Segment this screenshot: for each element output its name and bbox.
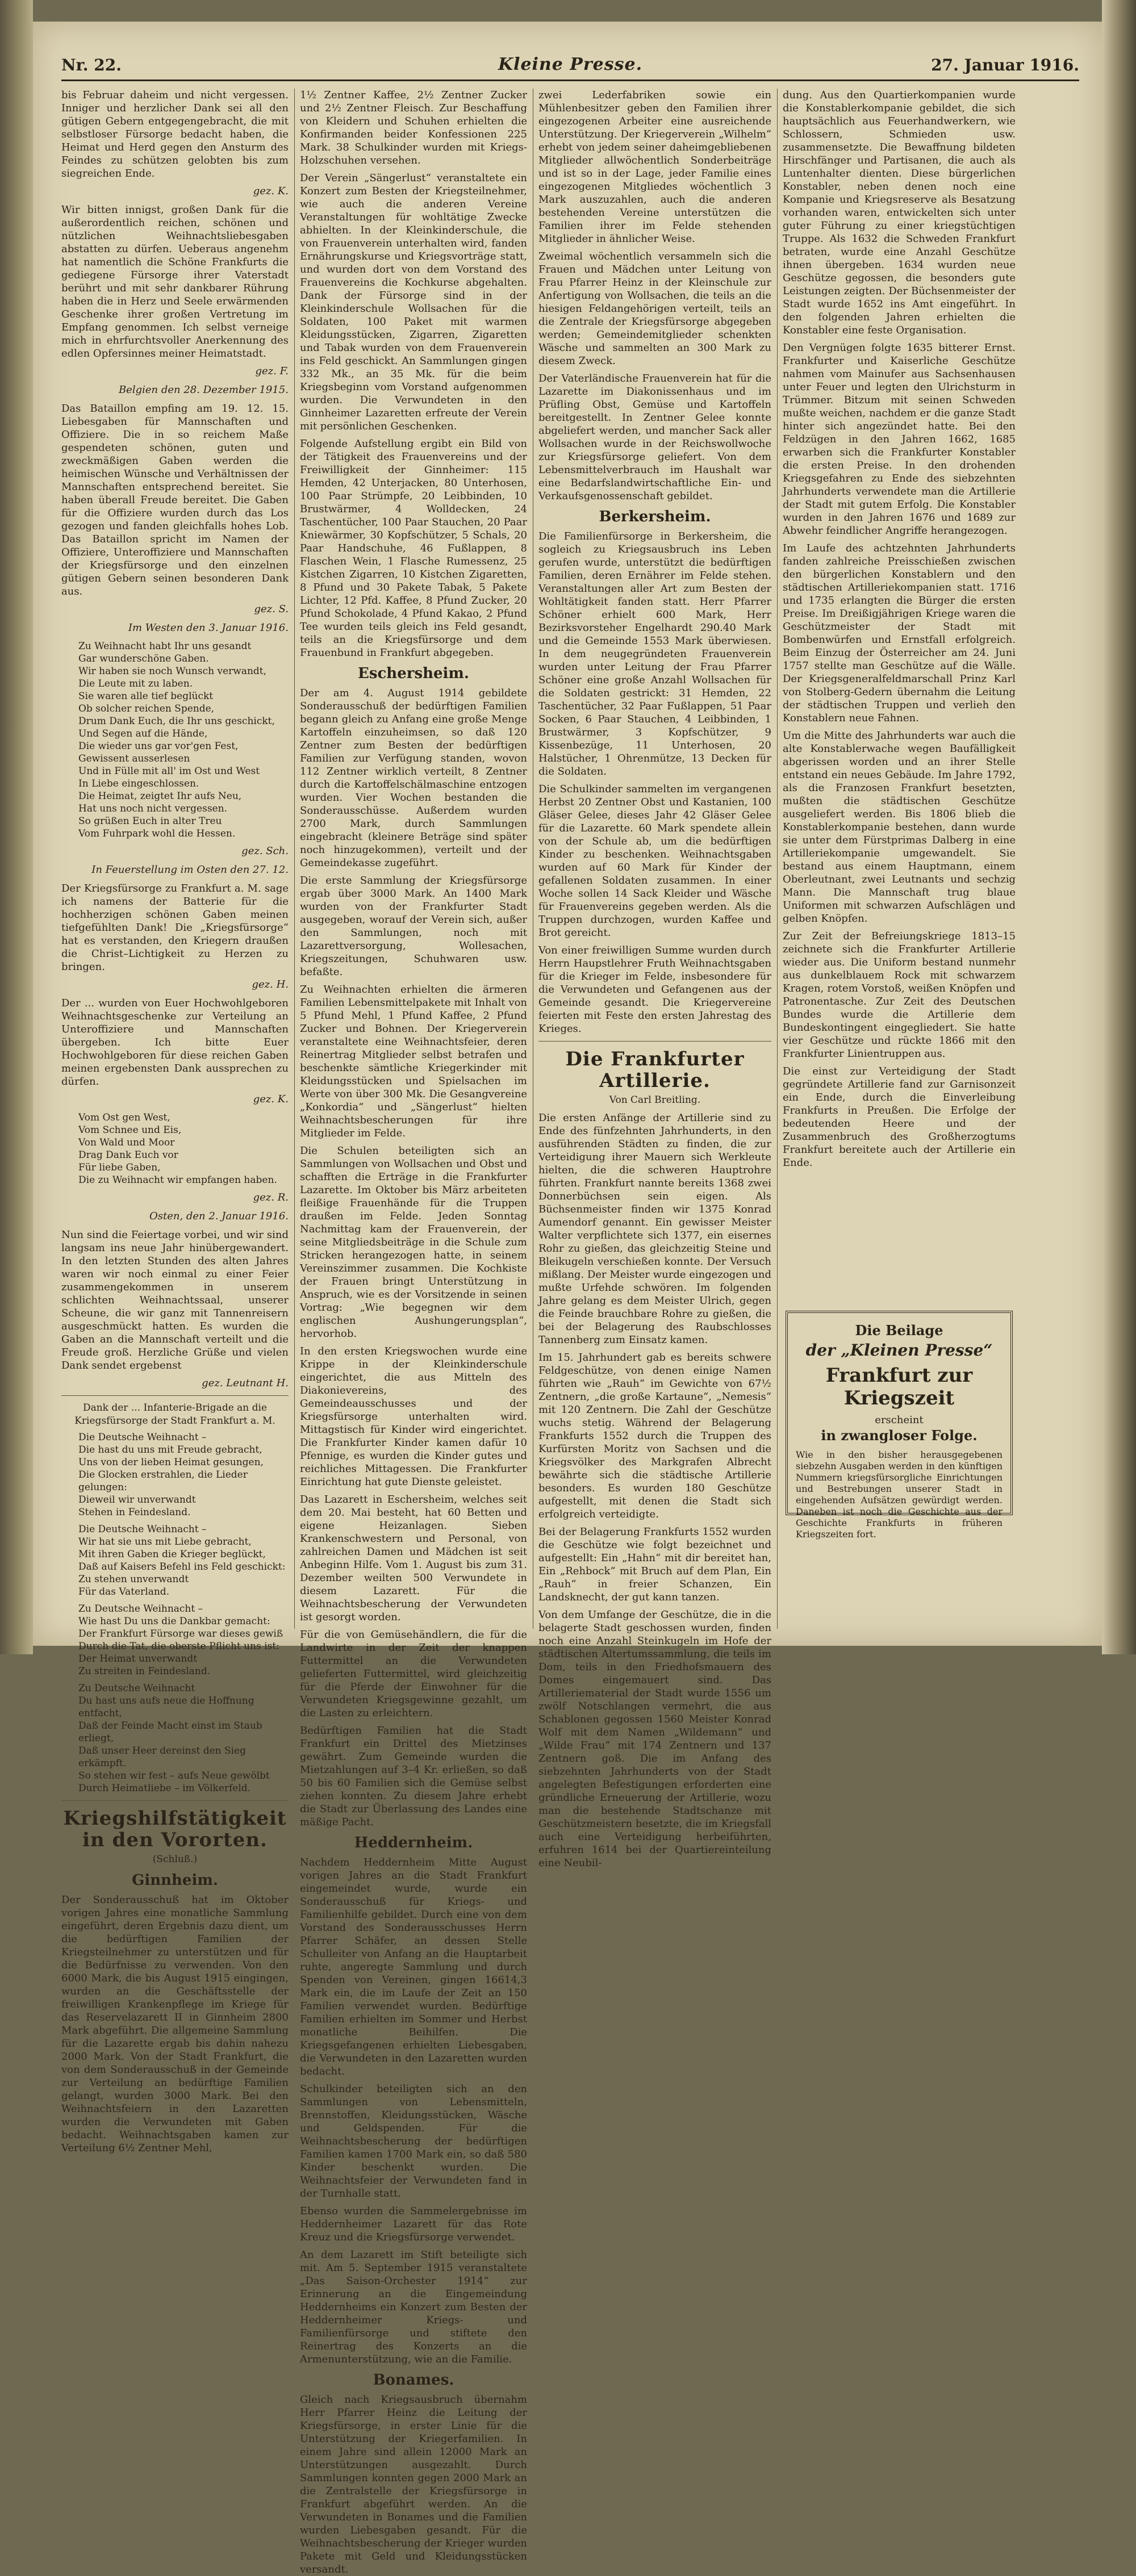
poem: Die Deutsche Weihnacht – Wir hat sie uns mit Liebe gebracht, Mit ihren Gaben die Krieger beglückt, Daß auf Kaisers Befehl ins Feld geschickt: Zu stehen unverwandt Für das Vaterland.	[78, 1524, 286, 1598]
paragraph: Ebenso wurden die Sammelergebnisse im Heddernheimer Lazarett für das Rote Kreuz und die Kriegsfürsorge verwendet.	[300, 2205, 527, 2243]
newspaper-page	[33, 22, 1102, 2575]
signature: gez. R.	[253, 1191, 289, 1203]
poem: Zu Deutsche Weihnacht Du hast uns aufs neue die Hoffnung entfacht, Daß der Feinde Macht einst im Staub erliegt, Daß unser Heer dereinst den Sieg erkämpft. So stehen wir fest – aufs Neue gewölbt Durch Heimatliebe – im Völkerfeld.	[78, 1683, 270, 1794]
column-3	[538, 89, 771, 1869]
paragraph: Nun sind die Feiertage vorbei, und wir sind langsam ins neue Jahr hinübergewandert. In den letzten Stunden des alten Jahres waren wir noch einmal zu einer Feier zusammengekommen in unserem schlichten Weihnachtssaal, unserer Scheune, die wir ganz mit Tannenreisern ausgeschmückt hatten. Es wurden die Gaben an die Mannschaft verteilt und die Freude groß. Herzliche Grüße und vielen Dank sendet ergebenst	[61, 1229, 289, 1371]
notice-line: der „Kleinen Presse“	[805, 1341, 993, 1360]
paragraph: Nachdem Heddernheim Mitte August vorigen Jahres an die Stadt Frankfurt eingemeindet wurde, wurde ein Sonderausschuß für Kriegs- und Familienhilfe gebildet. Durch eine von dem Vorstand des Sonderausschusses Herrn Pfarrer Schäfer, an dessen Stelle Schulleiter von Anfang an die Hauptarbeit ruhte, angeregte Sammlung und durch Spenden von Vereinen, gingen 16614,3 Mark ein, die im Laufe der Zeit an 150 Familien verwendet wurden. Bedürftige Familien erhielten im Sommer und Herbst monatliche Beihilfen. Die Kriegsgefangenen erhielten Liebesgaben, die Verwundeten in den Lazaretten wurden bedacht.	[300, 1856, 527, 2077]
verse: Bei der Belagerung Frankfurts 1552 wurden die Geschütze wie folgt bezeichnet und aufgestellt: Ein „Hahn“ mit dir bereitet han, Ein „Rehbock“ mit Bruch auf dem Plan, Ein „Rauh“ in freier Schanzen, Ein Landsknecht, der gut kann tanzen.	[538, 1526, 771, 1603]
paragraph: Der Kriegsfürsorge zu Frankfurt a. M. sage ich namens der Batterie für die hochherzigen schönen Gaben meinen tiefgefühlten Dank! Die „Kriegsfürsorge“ hat es verstanden, den Kriegern draußen die Christ–Lichtigkeit zu Herzen zu bringen.	[61, 883, 289, 973]
notice-line: in zwangloser Folge.	[821, 1427, 978, 1444]
paragraph: Zu Weihnachten erhielten die ärmeren Familien Lebensmittelpakete mit Inhalt von 5 Pfund Mehl, 1 Pfund Kaffee, 2 Pfund Zucker und Bohnen. Der Kriegerverein veranstaltete eine Weihnachtsfeier, deren Reinertrag Mitglieder selbst betrafen und beschenkte sämtliche Kriegerkinder mit Kleidungsstücken und Spielsachen im Werte von über 300 Mk. Die Gesangvereine „Konkordia“ und „Sängerlust“ hielten Weihnachtsbescherungen für ihre Mitglieder im Felde.	[300, 984, 527, 1139]
poem: Die Deutsche Weihnacht – Die hast du uns mit Freude gebracht, Uns von der lieben Heimat gesungen, Die Glocken erstrahlen, die Lieder gelungen: Dieweil wir unverwandt Stehen in Feindesland.	[78, 1432, 264, 1518]
paragraph: Der Sonderausschuß hat im Oktober vorigen Jahres eine monatliche Sammlung eingeführt, deren Ergebnis dazu dient, um die bedürftigen Familien der Kriegsteilnehmer zu unterstützen und für die Bedürfnisse zu verwenden. Von den 6000 Mark, die bis August 1915 eingingen, wurden an die Geschäftsstelle der freiwilligen Krankenpflege im Kriege für das Reservelazarett II in Ginnheim 2800 Mark abgeführt. Die allgemeine Sammlung für die Lazarette ergab bis dahin nahezu 2000 Mark. Von der Stadt Frankfurt, die von dem Sonderausschuß in der Gemeinde zur Verteilung an bedürftige Familien gelangt, wurden 3000 Mark. Bei den Weihnachtsfeiern in den Lazaretten wurden die Verwundeten mit Gaben bedacht. Weihnachtsgaben kamen zur Verteilung 6½ Zentner Mehl,	[61, 1894, 289, 2154]
notice-line: Die Beilage	[855, 1322, 943, 1339]
paragraph: Von einer freiwilligen Summe wurden durch Herrn Haupstlehrer Fruth Weihnachtsgaben für die Krieger im Felde, insbesondere für die Verwundeten und Gefangenen aus der Gemeinde gesandt. Die Kriegervereine feierten mit Feste den ersten Jahrestag des Krieges.	[538, 944, 771, 1035]
supplement-notice-box	[786, 1311, 1013, 1540]
article-headline-artillery: Die Frankfurter Artillerie.	[565, 1048, 745, 1092]
paragraph: Der am 4. August 1914 gebildete Sonderausschuß der bedürftigen Familien begann gleich zu Anfang eine große Menge Kartoffeln einzuheimsen, so daß 120 Zentner zum Besten der bedürftigen Familien zur Verfügung standen, wovon 112 Zentner wirklich verteilt, 8 Zentner durch die Kartoffelschälmaschine entzogen wurden. Vier Wochen bestanden die Sonderausschüsse. Außerdem wurden 2700 Mark, durch Sammlungen eingebracht (kleinere Beträge sind später noch hinzugekommen), verteilt und der Gemeindekasse zugeführt.	[300, 687, 527, 869]
column-rule	[294, 89, 295, 1629]
section-heading-ginnheim: Ginnheim.	[132, 1872, 218, 1889]
paragraph: Das Bataillon empfing am 19. 12. 15. Liebesgaben für Mannschaften und Offiziere. Die in so reichem Maße gespendeten schönen, guten und zweckmäßigen Gaben werden die heimischen Wünsche und Verhältnissen der Mannschaften entsprechend bereitet. Sie haben überall Freude bereitet. Die Gaben für die Offiziere wurden durch das Los gezogen und fanden gleichfalls hohes Lob. Das Bataillon spricht im Namen der Offiziere, Unteroffiziere und Mannschaften der Kriegsfürsorge und den einzelnen gütigen Gebern seinen besonderen Dank aus.	[61, 403, 289, 597]
paragraph: Die einst zur Verteidigung der Stadt gegründete Artillerie fand zur Garnisonzeit ein Ende, durch die Einverleibung Frankfurts in Preußen. Die Erfolge der bedeutenden Heere und der Zusammenbruch des Großherzogtums Frankfurt bereitete auch der Artillerie ein Ende.	[783, 1065, 1016, 1169]
divider	[61, 1800, 289, 1801]
paragraph: Das Lazarett in Eschersheim, welches seit dem 20. Mai besteht, hat 60 Betten und eigene Heizanlagen. Sieben Krankenschwestern und Personal, von zahlreichen Damen und Mädchen ist seit Anbeginn Hilfe. Vom 1. August bis zum 31. Dezember weilten 500 Verwundete in diesem Lazarett. Für die Weihnachtsbescherung der Verwundeten ist gesorgt worden.	[300, 1494, 527, 1623]
divider	[538, 1041, 771, 1042]
signature: gez. F.	[255, 365, 289, 377]
paragraph: An dem Lazarett im Stift beteiligte sich mit. Am 5. September 1915 veranstaltete „Das Saison-Orchester 1914“ zur Erinnerung an die Eingemeindung Heddernheims ein Konzert zum Besten der Heddernheimer Kriegs- und Familienfürsorge und stiftete den Reinertrag des Konzerts an die Armenunterstützung, wie an die Familie.	[300, 2249, 527, 2365]
column-rule	[777, 89, 778, 1629]
dateline: Osten, den 2. Januar 1916.	[149, 1210, 289, 1222]
masthead	[61, 51, 1079, 81]
article-headline: Kriegshilfstätigkeit in den Vororten.	[63, 1807, 287, 1851]
paragraph: Folgende Aufstellung ergibt ein Bild von der Tätigkeit des Frauenvereins und der Freiwilligkeit der Ginnheimer: 115 Hemden, 42 Unterjacken, 80 Unterhosen, 100 Paar Strümpfe, 20 Leibbinden, 10 Brustwärmer, 4 Wolldecken, 24 Taschentücher, 100 Paar Stauchen, 20 Paar Kniewärmer, 30 Kopfschützer, 5 Schals, 20 Paar Handschuhe, 46 Fußlappen, 8 Flaschen Wein, 1 Flasche Rumessenz, 25 Kistchen Zigarren, 10 Kistchen Zigaretten, 8 Pfund und 30 Pakete Tabak, 5 Pakete Lichter, 12 Pfd. Kaffee, 8 Pfund Zucker, 20 Pfund Schokolade, 4 Pfund Kakao, 2 Pfund Tee wurden teils gleich ins Feld gesandt, teils an die Kriegsfürsorge und dem Frauenbund in Frankfurt abgegeben.	[300, 438, 527, 659]
paragraph: Die erste Sammlung der Kriegsfürsorge ergab über 3000 Mark. An 1400 Mark wurden von der Frankfurter Stadt ausgegeben, worauf der Verein sich, außer den Sammlungen, noch mit Lazarettversorgung, Wollesachen, Kriegszeitungen, Schuhwaren usw. befaßte.	[300, 875, 527, 978]
issue-date: 27. Januar 1916.	[931, 56, 1079, 74]
paragraph: Die Schulkinder sammelten im vergangenen Herbst 20 Zentner Obst und Kastanien, 100 Gläser Gelee, dieses Jahr 42 Gläser Gelee für die Lazarette. 60 Mark spendete allein von der Schule ab, um die bedürftigen Kinder zu beschenken. Weihnachtsgaben wurden auf 60 Mark für Kinder der gefallenen Soldaten zusammen. In einer Woche sollen 14 Sack Kleider und Wäsche für Frauenvereins gegeben werden. Als die Truppen durchzogen, wurden Kaffee und Brot gereicht.	[538, 783, 771, 939]
poem: Zu Deutsche Weihnacht – Wie hast Du uns die Dankbar gemacht: Der Frankfurt Fürsorge war dieses gewiß Durch die Tat, die oberste Pflicht uns ist: Der Heimat unverwandt Zu streiten in Feindesland.	[78, 1603, 283, 1677]
paragraph: In den ersten Kriegswochen wurde eine Krippe in der Kleinkinderschule eingerichtet, die aus Mitteln des Diakonievereins, des Gemeindeausschusses und der Kriegsfürsorge unterhalten wird. Mittagstisch für Kinder wird eingerichtet. Die Frankfurter Kinder kamen dafür 10 Pfennige, es wurden die Kinder gutes und reichliches Mittagessen. Die Frankfurter Einrichtung hat gute Dienste geleistet.	[300, 1345, 527, 1488]
newspaper-title: Kleine Presse.	[498, 55, 643, 74]
paragraph: zwei Lederfabriken sowie ein Mühlenbesitzer geben den Familien ihrer eingezogenen Arbeiter eine ausreichende Unterstützung. Der Kriegerverein „Wilhelm“ erhebt von jedem seiner daheimgebliebenen Mitglieder allwöchentlich Sonderbeiträge und ist so in der Lage, jeder Familie eines eingezogenen Mitgliedes wöchentlich 3 Mark auszuzahlen, auch die anderen bestehenden Vereine unterstützen die Familien ihrer im Felde stehenden Mitglieder in ähnlicher Weise.	[538, 89, 771, 245]
notice-title: Frankfurt zur Kriegszeit	[825, 1364, 973, 1410]
paragraph: Bedürftigen Familien hat die Stadt Frankfurt ein Drittel des Mietzinses gewährt. Zum Gemeinde wurden die Mietzahlungen auf 3–4 Kr. erließen, so daß 50 bis 60 Familien sich die Gemüse selbst ziehen konnten. Zu diesem Jahre erhebt die Stadt zur Überlassung des Landes eine mäßige Pacht.	[300, 1725, 527, 1828]
column-4	[783, 89, 1016, 1504]
column-1	[61, 89, 289, 2154]
paragraph: Den Vergnügen folgte 1635 bitterer Ernst. Frankfurter und Kaiserliche Geschütze nahmen vom Mainufer aus Sachsenhausen unter Feuer und legten den Ulrichsturm in Trümmer. Bitzum mit seinen Schweden mußte weichen, nachdem er die ganze Stadt hinter sich angezündet hatte. Bei den Feldzügen in den Jahren 1662, 1685 erwarben sich die Frankfurter Konstabler die ersten Preise. In den drohenden Kriegsgefahren zu Ende des siebzehnten Jahrhunderts verwendete man die Artillerie der Stadt mit gutem Erfolg. Die Konstabler wurden in den Jahren 1676 und 1689 zur Abwehr feindlicher Angriffe herangezogen.	[783, 342, 1016, 537]
paragraph: dung. Aus den Quartierkompanien wurde die Konstablerkompanie gebildet, die sich hauptsächlich aus Feuerhandwerkern, wie Schlossern, Schmieden usw. zusammensetzte. Die Bewaffnung bildeten Hirschfänger und Partisanen, die auch als Luntenhalter dienten. Diese bürgerlichen Konstabler, neben denen noch eine Kompanie und Kriegsreserve als Besatzung vorhanden waren, entwickelten sich unter guter Führung zu einer kriegstüchtigen Truppe. Als 1632 die Schweden Frankfurt betraten, wurde eine Anzahl Geschütze ihnen übergeben. 1634 wurden neue Geschütze gegossen, die besonders gute Leistungen zeigten. Der Büchsenmeister der Stadt wurde 1652 ins Amt eingeführt. In den folgenden Jahren erhielten die Konstabler eine feste Organisation.	[783, 89, 1016, 336]
paragraph: Im 15. Jahrhundert gab es bereits schwere Feldgeschütze, von denen einige Namen führten wie „Rauh“ im Gewichte von 67½ Zentnern, „die große Kartaune“, „Nemesis“ mit 120 Zentnern. Die Zahl der Geschütze wuchs stetig. Während der Belagerung Frankfurts 1552 durch die Truppen des Kurfürsten Moritz von Sachsen und die Kriegsvölker des Markgrafen Albrecht bewährte sich die städtische Artillerie besonders. Es wurden 180 Geschütze aufgestellt, mit denen die Stadt sich erfolgreich verteidigte.	[538, 1352, 771, 1520]
paragraph: Gleich nach Kriegsausbruch übernahm Herr Pfarrer Heinz die Leitung der Kriegsfürsorge, in erster Linie für die Unterstützung der Kriegerfamilien. In einem Jahre sind allein 12000 Mark an Unterstützungen ausgezahlt. Durch Sammlungen konnten gegen 2000 Mark an die Zentralstelle der Kriegsfürsorge in Frankfurt abgeführt werden. An die Verwundeten in Bonames und die Familien wurden Liebesgaben gesandt. Für die Weihnachtsbescherung der Krieger wurden Pakete mit Geld und Kleidungsstücken versandt.	[300, 2394, 527, 2575]
paragraph: Die Schulen beteiligten sich an Sammlungen von Wollsachen und Obst und schafften die Erträge in die Frankfurter Lazarette. Im Oktober bis März arbeiteten fleißige Frauenhände für die Truppen draußen im Felde. Jeden Sonntag Nachmittag kam der Frauenverein, der seine Mitgliedsbeiträge in die Schule zum Stricken herangezogen hatte, in seinem Vereinszimmer zusammen. Die Kochkiste der Frauen bringt Unterstützung in Anspruch, wie es der Vorsitzende in seinen Vortrag: „Wie begegnen wir dem englischen Aushungerungsplan“, hervorhob.	[300, 1145, 527, 1340]
section-subheading: Dank der ... Infanterie-Brigade an die Kriegsfürsorge der Stadt Frankfurt a. M.	[74, 1402, 275, 1427]
signature: gez. K.	[253, 185, 289, 197]
paragraph: Der Vaterländische Frauenverein hat für die Lazarette im Diakonissenhaus und im Prüfling Obst, Gemüse und Kartoffeln bereitgestellt. In Zentner Gelee konnte abgeliefert werden, und mancher Sack aller Wollsachen wurde in der Reichswollwoche zur Kriegsfürsorge geliefert. Von dem Lebensmittelverbrauch im Haushalt war eine Bedarfslandwirtschaftliche Ein- und Verkaufsgenossenschaft gebildet.	[538, 373, 771, 502]
paragraph: Die ersten Anfänge der Artillerie sind zu Ende des fünfzehnten Jahrhunderts, in den ausführenden Städten zu finden, die zur Verteidigung ihrer Mauern sich Werkleute hielten, die die schweren Hauptrohre führten. Frankfurt nannte bereits 1368 zwei Donnerbüchsen sein eigen. Als Büchsenmeister finden wir 1375 Konrad Aumendorf genannt. Ein gewisser Meister Walter verpflichtete sich 1377, ein eisernes Rohr zu gießen, das gleichzeitig Steine und Bleikugeln verschießen konnte. Der Versuch mißlang. Der Meister wurde eingezogen und mußte Urfehde schwören. Im folgenden Jahre gelang es dem Meister Ulrich, gegen die Feinde brauchbare Rohre zu gießen, die bei der Belagerung des Raubschlosses Tannenberg zum Einsatz kamen.	[538, 1112, 771, 1346]
paragraph: Um die Mitte des Jahrhunderts war auch die alte Konstablerwache wegen Baufälligkeit abgerissen worden und an ihrer Stelle entstand ein neues Gebäude. Im Jahre 1792, als die Franzosen Frankfurt besetzten, mußten die städtischen Geschütze ausgeliefert werden. Bis 1806 blieb die Konstablerkompanie bestehen, dann wurde sie unter dem Fürstprimas Dalberg in eine Artilleriekompanie umgewandelt. Sie bestand aus einem Hauptmann, einem Oberleutnant, zwei Leutnants und sechzig Mann. Die Mannschaft trug blaue Uniformen mit schwarzen Aufschlägen und gelben Knöpfen.	[783, 730, 1016, 925]
paragraph: bis Februar daheim und nicht vergessen. Inniger und herzlicher Dank sei all den gütigen Gebern entgegengebracht, die mit selbstloser Fürsorge bedacht haben, die Heimat und Herd gegen den Ansturm des Feindes zu schützen gelobten bis zum siegreichen Ende.	[61, 89, 289, 179]
signature: gez. K.	[253, 1093, 289, 1105]
paragraph: Von dem Umfange der Geschütze, die in die belagerte Stadt geschossen wurden, finden noch eine Anzahl Steinkugeln im Hofe der städtischen Altertumssammlung, die teils im Dom, teils in den Friedhofsmauern des Domes eingemauert sind. Das Artilleriematerial der Stadt wurde 1556 um zwölf Notschlangen vermehrt, die aus Schablonen gegossen 1560 Meister Konrad Wolf mit dem Namen „Wildemann“ und „Wilde Frau“ mit 174 Zentnern und 137 Zentnern goß. Die im Anfang des siebzehnten Jahrhunderts von der Stadt angelegten Befestigungen erforderten eine gründliche Erneuerung der Artillerie, wozu man die bestehende Stadtschanze mit Geschützmeistern besetzte, die im Kriegsfall auch eine Verteidigung herbeiführten, erfuhren 1614 bei der Quartiereinteilung eine Neubil-	[538, 1609, 771, 1869]
poem: Zu Weihnacht habt Ihr uns gesandt Gar wunderschöne Gaben. Wir haben sie noch Wunsch verwandt, Die Leute mit zu laben. Sie waren alle tief beglückt Ob solcher reichen Spende, Drum Dank Euch, die Ihr uns geschickt, Und Segen auf die Hände, Die wieder uns gar vor'gen Fest, Gewissent ausserlesen Und in Fülle mit all' im Ost und West In Liebe eingeschlossen. Die Heimat, zeigtet Ihr aufs Neu, Hat uns noch nicht vergessen. So grüßen Euch in alter Treu Vom Fuhrpark wohl die Hessen.	[78, 641, 275, 839]
paragraph: Im Laufe des achtzehnten Jahrhunderts fanden zahlreiche Preisschießen zwischen den bürgerlichen Konstablern und den städtischen Artilleriekompanien statt. 1716 und 1735 erlangten die Bürger die ersten Preise. Im Dreißigjährigen Kriege waren die Geschützmeister der Stadt mit Bombenwürfen und Ernstfall erfolgreich. Beim Einzug der Österreicher am 24. Juni 1757 stellte man Geschütze auf die Wälle. Der Kriegsgeneralfeldmarschall Prinz Karl von Stolberg-Gedern übernahm die Leitung der städtischen Truppen und verlieh den Konstablern neue Fahnen.	[783, 542, 1016, 724]
paragraph: Der Verein „Sängerlust“ veranstaltete ein Konzert zum Besten der Kriegsteilnehmer, wie auch die anderen Vereine Veranstaltungen für wohltätige Zwecke abhielten. In der Kleinkinderschule, die von Frauenverein unterhalten wird, fanden Ernährungskurse und Kriegsvorträge statt, und wurden dort von dem Vorstand des Frauenvereins die Kochkurse abgehalten. Dank der Fürsorge sind in der Kleinkinderschule Wollsachen für die Soldaten, 100 Paket mit warmen Kleidungsstücken, Zigarren, Zigaretten und Tabak wurden von dem Frauenverein ins Feld geschickt. An Sammlungen gingen 332 Mk., an 35 Mk. für die beim Kriegsbeginn vom Vorstand aufgenommen wurden. Die Verwundeten in den Ginnheimer Lazaretten erfreute der Verein mit persönlichen Geschenken.	[300, 172, 527, 432]
section-heading-bonames: Bonames.	[373, 2372, 454, 2389]
next-page-edge	[1102, 0, 1136, 1654]
column-2	[300, 89, 527, 2575]
paragraph: Zweimal wöchentlich versammeln sich die Frauen und Mädchen unter Leitung von Frau Pfarrer Heinz in der Kleinschule zur Anfertigung von Wollsachen, die teils an die hiesigen Feldangehörigen verteilt, teils an die Zentrale der Kriegsfürsorge abgegeben werden; Gemeindemitglieder schenkten Wäsche und sammelten an 300 Mark zu diesem Zweck.	[538, 250, 771, 367]
paragraph: Wir bitten innigst, großen Dank für die außerordentlich reichen, schönen und nützlichen Weihnachtsliebesgaben abstatten zu dürfen. Ueberaus angenehm hat namentlich die Schöne Frankfurts die gediegene Fürsorge ihrer Vaterstadt berührt und mit sehr dankbarer Rührung haben die in Herz und Seele erwärmenden Geschenke ihrer großen Vertretung im Empfang genommen. Ich selbst verneige mich in ehrfurchtsvoller Anerkennung des edlen Opfersinnes meiner Heimatstadt.	[61, 204, 289, 359]
byline: Von Carl Breitling.	[609, 1094, 701, 1106]
dateline: Im Westen den 3. Januar 1916.	[128, 622, 289, 634]
book-spine	[0, 0, 33, 1654]
signature: gez. H.	[252, 978, 289, 990]
notice-text: Wie in den bisher herausgegebenen siebzehn Ausgaben werden in den künftigen Nummern kriegsfürsorgliche Einrichtungen und Bestrebungen unserer Stadt in eingehenden Aufsätzen gewürdigt werden. Daneben ist noch die Geschichte aus der Geschichte Frankfurts in früheren Kriegszeiten fort.	[796, 1449, 1003, 1540]
divider	[61, 1395, 289, 1396]
section-heading-eschersheim: Eschersheim.	[358, 665, 469, 682]
paragraph: Für die von Gemüsehändlern, die für die Landwirte in der Zeit der knappen Futtermittel an die Verwundeten gelieferten Futtermittel, wird gleichzeitig für die Pferde der Einwohner für die Verwundeten Kriegsgewinne gezahlt, um die Lasten zu erleichtern.	[300, 1629, 527, 1719]
paragraph: Die Familienfürsorge in Berkersheim, die sogleich zu Kriegsausbruch ins Leben gerufen wurde, unterstützt die bedürftigen Familien, deren Ernährer im Felde stehen. Veranstaltungen aller Art zum Besten der Wohltätigkeit fanden statt. Herr Pfarrer Schöner erhielt 600 Mark, Herr Bezirksvorsteher Engelhardt 290.40 Mark und die Gemeinde 1553 Mark überwiesen. In dem neugegründeten Frauenverein wurden unter Leitung der Frau Pfarrer Schöner eine große Anzahl Wollsachen für die Soldaten gestrickt: 31 Hemden, 22 Taschentücher, 32 Paar Fußlappen, 51 Paar Socken, 6 Paar Stauchen, 4 Leibbinden, 1 Brustwärmer, 3 Kopfschützer, 9 Kissenbezüge, 11 Unterhosen, 20 Halstücher, 1 Ohrenmütze, 13 Decken für die Soldaten.	[538, 530, 771, 777]
paragraph: Zur Zeit der Befreiungskriege 1813–15 zeichnete sich die Frankfurter Artillerie wieder aus. Die Uniform bestand nunmehr aus dunkelblauem Rock mit schwarzem Kragen, rotem Vorstoß, weißen Knöpfen und Patronentasche. Zur Zeit des Deutschen Bundes wurde die Artillerie dem Bundeskontingent eingegliedert. Sie hatte vier Geschütze und rückte 1866 mit den Frankfurter Linientruppen aus.	[783, 930, 1016, 1060]
section-heading-berkersheim: Berkersheim.	[599, 508, 711, 525]
article-subline: (Schluß.)	[152, 1854, 198, 1865]
issue-number: Nr. 22.	[61, 56, 122, 74]
notice-line: erscheint	[875, 1414, 924, 1426]
paragraph: Der ... wurden von Euer Hochwohlgeboren Weihnachtsgeschenke zur Verteilung an Unteroffiziere und Mannschaften übergeben. Ich bitte Euer Hochwohlgeboren für diese reichen Gaben meinen ergebensten Dank aussprechen zu dürfen.	[61, 997, 289, 1088]
signature: gez. Sch.	[241, 845, 289, 857]
section-heading-heddernheim: Heddernheim.	[354, 1834, 473, 1851]
poem: Vom Ost gen West, Vom Schnee und Eis, Von Wald und Moor Drag Dank Euch vor Für liebe Gaben, Die zu Weihnacht wir empfangen haben.	[78, 1112, 277, 1186]
dateline: In Feuerstellung im Osten den 27. 12.	[91, 864, 289, 876]
signature: gez. S.	[254, 603, 289, 615]
paragraph: Schulkinder beteiligten sich an den Sammlungen von Lebensmitteln, Brennstoffen, Kleidungsstücken, Wäsche und Geldspenden. Für die Weihnachtsbescherung der bedürftigen Familien kamen 1700 Mark ein, so daß 580 Kinder beschenkt wurden. Die Weihnachtsfeier der Verwundeten fand in der Turnhalle statt.	[300, 2083, 527, 2199]
signature: gez. Leutnant H.	[202, 1377, 289, 1389]
dateline: Belgien den 28. Dezember 1915.	[118, 384, 289, 396]
paragraph: 1½ Zentner Kaffee, 2½ Zentner Zucker und 2½ Zentner Fleisch. Zur Beschaffung von Kleidern und Schuhen erhielten die Konfirmanden beider Konfessionen 225 Mark. 38 Schulkinder wurden mit Kriegs-Holzschuhen versehen.	[300, 89, 527, 166]
